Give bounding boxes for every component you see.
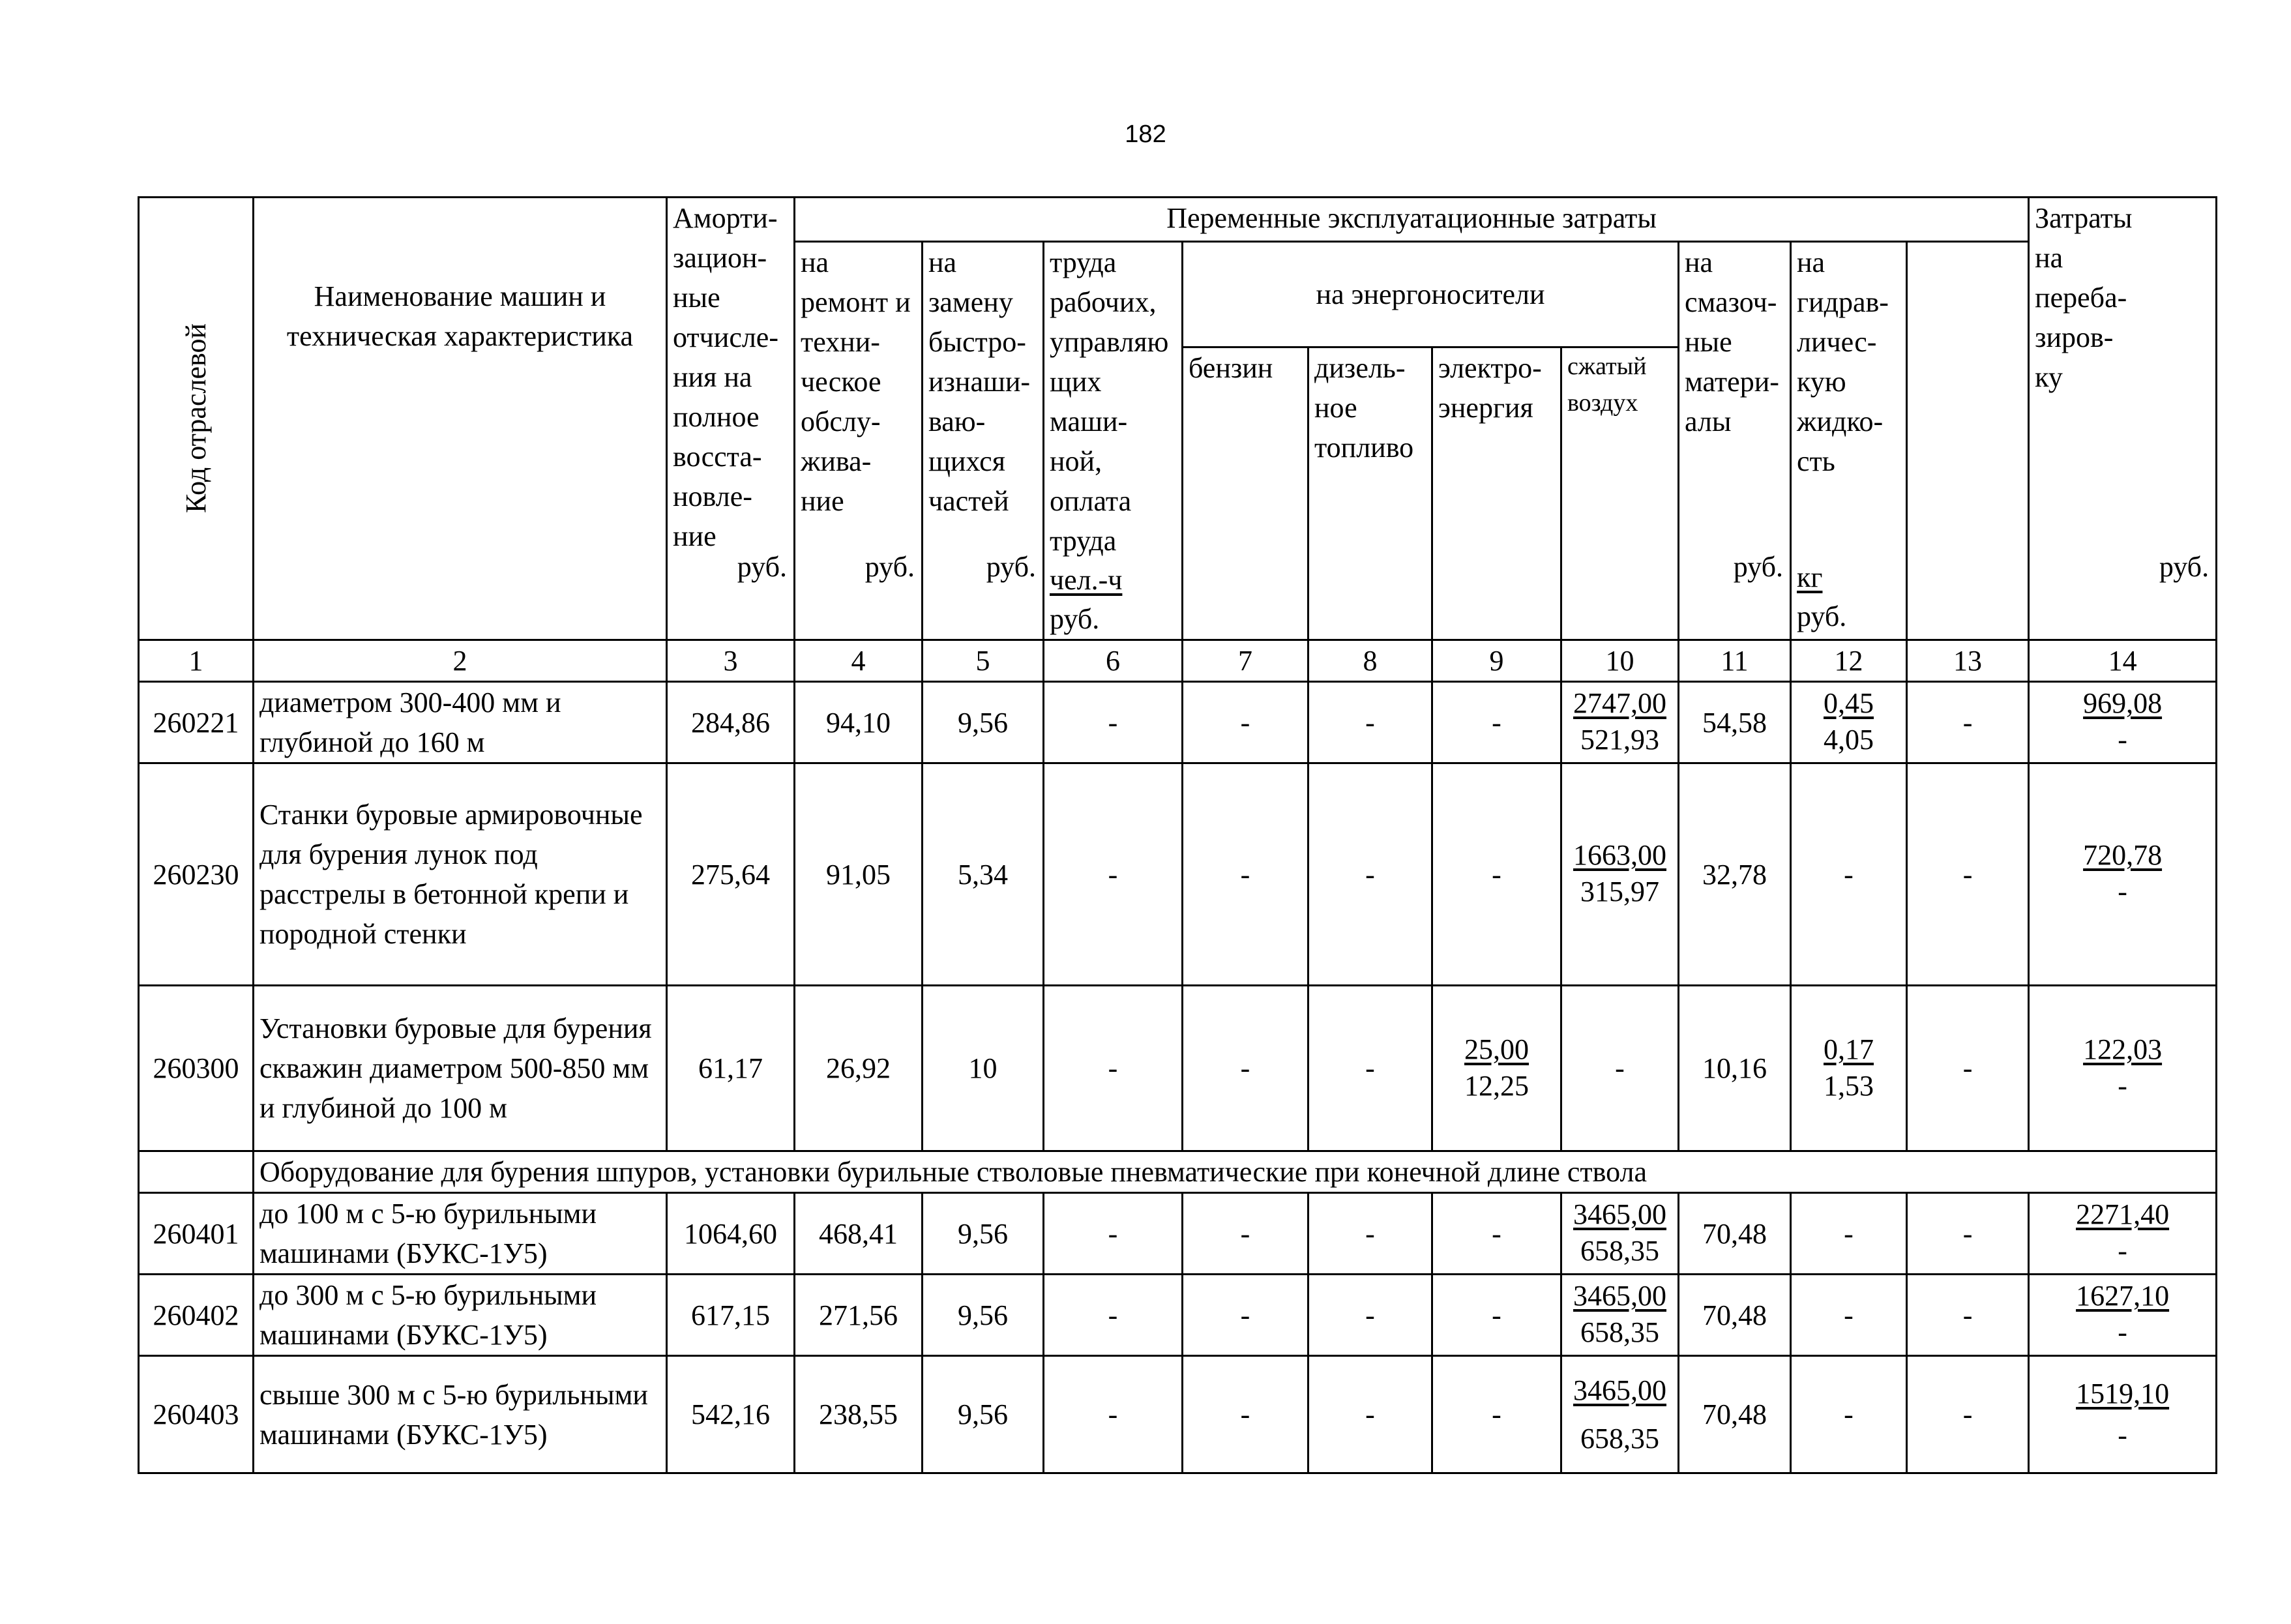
hydraulic-value: - [1791, 1275, 1907, 1356]
labor-value: - [1044, 1275, 1183, 1356]
relocation-value: - [1907, 763, 2029, 986]
parts-value: 5,34 [923, 763, 1044, 986]
parts-value: 9,56 [923, 1356, 1044, 1473]
repair-value: 91,05 [795, 763, 923, 986]
table-row [139, 1356, 2217, 1473]
column-number: 5 [923, 640, 1044, 682]
relocation-value: - [1907, 986, 2029, 1151]
header-gasoline-unit-top [1189, 639, 1238, 640]
table-row [139, 1275, 2217, 1356]
electricity-value: - [1432, 1356, 1561, 1473]
amortization-value: 284,86 [667, 682, 795, 763]
header-compressed-air-unit-top [1567, 639, 1617, 640]
section-code-cell [139, 1151, 254, 1193]
lubricants-value: 70,48 [1679, 1275, 1791, 1356]
header-code [139, 198, 254, 640]
header-electricity [1432, 347, 1561, 640]
estimate-value [2029, 986, 2217, 1151]
diesel-value: - [1308, 763, 1432, 986]
row-code: 260402 [139, 1275, 254, 1356]
diesel-value: - [1308, 1193, 1432, 1275]
compressed-air-quantity: 3465,00 [1573, 1198, 1666, 1230]
electricity-value: - [1432, 1193, 1561, 1275]
header-code-label: Код отраслевой [180, 323, 212, 514]
column-number: 7 [1183, 640, 1308, 682]
estimate-total: 969,08 [2083, 687, 2163, 719]
column-number: 11 [1679, 640, 1791, 682]
diesel-value: - [1308, 986, 1432, 1151]
row-name: Установки буровые для бурения скважин диаметром 500-850 мм и глубиной до 100 м [254, 986, 667, 1151]
estimate-labor: - [2118, 1069, 2127, 1102]
header-electricity-unit [1438, 639, 1508, 640]
compressed-air-quantity: 1663,00 [1573, 839, 1666, 871]
gasoline-value: - [1183, 1356, 1308, 1473]
lubricants-value: 54,58 [1679, 682, 1791, 763]
header-compressed-air-unit [1567, 639, 1617, 640]
estimate-total: 1627,10 [2076, 1280, 2170, 1312]
gasoline-value: - [1183, 1193, 1308, 1275]
relocation-value: - [1907, 1193, 2029, 1275]
header-diesel [1308, 347, 1432, 640]
estimate-labor: - [2118, 1419, 2127, 1451]
compressed-air-cost: 658,35 [1580, 1422, 1659, 1454]
header-lubricants-label: на смазоч- ные матери- алы [1685, 246, 1779, 437]
estimate-value [2029, 682, 2217, 763]
estimate-total: 122,03 [2083, 1033, 2163, 1065]
column-number: 1 [139, 640, 254, 682]
header-labor [1044, 242, 1183, 640]
electricity-value: - [1432, 1275, 1561, 1356]
column-numbers-row [139, 640, 2217, 682]
header-lubricants [1679, 242, 1791, 640]
labor-value: - [1044, 763, 1183, 986]
hydraulic-value [1791, 682, 1907, 763]
column-number: 6 [1044, 640, 1183, 682]
amortization-value: 275,64 [667, 763, 795, 986]
repair-value: 271,56 [795, 1275, 923, 1356]
header-amortization-unit: руб. [737, 551, 787, 583]
compressed-air-cost: 658,35 [1580, 1316, 1659, 1348]
header-repair-unit: руб. [865, 551, 915, 583]
compressed-air-quantity: 2747,00 [1573, 687, 1666, 719]
parts-value: 9,56 [923, 1275, 1044, 1356]
header-gasoline [1183, 347, 1308, 640]
section-row [139, 1151, 2217, 1193]
column-number: 14 [2029, 640, 2217, 682]
header-diesel-unit [1314, 639, 1364, 640]
header-gasoline-unit [1189, 639, 1238, 640]
repair-value: 26,92 [795, 986, 923, 1151]
amortization-value: 61,17 [667, 986, 795, 1151]
header-energy: на энергоносители [1183, 242, 1679, 347]
row-name: Станки буровые армировочные для бурения лунок под расстрелы в бетонной крепи и породной стенки [254, 763, 667, 986]
header-hydraulic-unit [1797, 558, 1846, 636]
parts-value: 9,56 [923, 682, 1044, 763]
header-relocation [2029, 198, 2217, 640]
estimate-labor: - [2118, 876, 2127, 908]
estimate-total: 2271,40 [2076, 1198, 2170, 1230]
header-relocation-unit: руб. [2159, 551, 2210, 583]
header-labor-label: труда рабочих, управляю щих маши- ной, оплата труда [1050, 246, 1169, 557]
header-compressed-air [1561, 347, 1679, 640]
parts-value: 10 [923, 986, 1044, 1151]
estimate-value [2029, 1356, 2217, 1473]
header-labor-unit-top: чел.-ч [1050, 564, 1123, 596]
header-electricity-label: электро- энергия [1438, 352, 1542, 424]
header-repair [795, 242, 923, 640]
header-amortization-label: Аморти- зацион- ные отчисле- ния на полное восста- новле- ние [673, 202, 778, 552]
header-parts [923, 242, 1044, 640]
estimate-total: 720,78 [2083, 839, 2163, 871]
amortization-value: 542,16 [667, 1356, 795, 1473]
compressed-air-value [1561, 1193, 1679, 1275]
header-compressed-air-label: сжатый воздух [1567, 353, 1647, 417]
hydraulic-cost: 4,05 [1824, 724, 1874, 756]
hydraulic-quantity: 0,17 [1824, 1033, 1874, 1065]
column-number: 12 [1791, 640, 1907, 682]
gasoline-value: - [1183, 1275, 1308, 1356]
header-repair-label: на ремонт и техни- ческое обслу- жива- ние [801, 246, 911, 517]
column-number: 8 [1308, 640, 1432, 682]
header-hydraulic-unit-bottom: руб. [1797, 600, 1847, 632]
header-variable-costs: Переменные эксплуатационные затраты [795, 198, 2029, 242]
estimate-value [2029, 1193, 2217, 1275]
estimate-value [2029, 763, 2217, 986]
estimate-labor: - [2118, 1316, 2127, 1348]
header-parts-unit: руб. [986, 551, 1036, 583]
row-code: 260221 [139, 682, 254, 763]
relocation-value: - [1907, 1275, 2029, 1356]
repair-value: 238,55 [795, 1356, 923, 1473]
lubricants-value: 70,48 [1679, 1193, 1791, 1275]
electricity-quantity: 25,00 [1464, 1033, 1529, 1065]
header-labor-unit [1050, 561, 1176, 639]
header-amortization [667, 198, 795, 640]
header-lubricants-unit: руб. [1733, 551, 1783, 583]
section-title: Оборудование для бурения шпуров, установки бурильные стволовые пневматические при конечной длине ствола [254, 1151, 2217, 1193]
compressed-air-value [1561, 1356, 1679, 1473]
electricity-value: - [1432, 763, 1561, 986]
hydraulic-quantity: 0,45 [1824, 687, 1874, 719]
diesel-value: - [1308, 1275, 1432, 1356]
compressed-air-quantity: 3465,00 [1573, 1280, 1666, 1312]
parts-value: 9,56 [923, 1193, 1044, 1275]
lubricants-value: 70,48 [1679, 1356, 1791, 1473]
header-gasoline-label: бензин [1189, 352, 1273, 385]
column-number: 2 [254, 640, 667, 682]
hydraulic-value: - [1791, 1356, 1907, 1473]
row-name: до 100 м с 5-ю бурильными машинами (БУКС-1У5) [254, 1193, 667, 1275]
column-number: 9 [1432, 640, 1561, 682]
labor-value: - [1044, 1356, 1183, 1473]
compressed-air-value [1561, 682, 1679, 763]
gasoline-value: - [1183, 682, 1308, 763]
hydraulic-value: - [1791, 763, 1907, 986]
table-row [139, 986, 2217, 1151]
column-number: 13 [1907, 640, 2029, 682]
gasoline-value: - [1183, 763, 1308, 986]
table-row [139, 763, 2217, 986]
electricity-cost: 12,25 [1464, 1069, 1529, 1102]
compressed-air-quantity: 3465,00 [1573, 1374, 1666, 1406]
electricity-value: - [1432, 682, 1561, 763]
column-number: 10 [1561, 640, 1679, 682]
header-diesel-unit-top [1314, 639, 1364, 640]
compressed-air-cost: 658,35 [1580, 1235, 1659, 1267]
row-name: диаметром 300-400 мм и глубиной до 160 м [254, 682, 667, 763]
diesel-value: - [1308, 682, 1432, 763]
header-diesel-label: дизель- ное топливо [1314, 352, 1414, 464]
row-code: 260230 [139, 763, 254, 986]
header-hydraulic [1791, 242, 1907, 640]
table-row [139, 682, 2217, 763]
lubricants-value: 10,16 [1679, 986, 1791, 1151]
estimate-total: 1519,10 [2076, 1377, 2170, 1410]
diesel-value: - [1308, 1356, 1432, 1473]
estimate-value [2029, 1275, 2217, 1356]
row-name: до 300 м с 5-ю бурильными машинами (БУКС-1У5) [254, 1275, 667, 1356]
header-name: Наименование машин и техническая характеристика [254, 198, 667, 640]
compressed-air-cost: 315,97 [1580, 876, 1659, 908]
compressed-air-value [1561, 1275, 1679, 1356]
compressed-air-value [1561, 763, 1679, 986]
row-code: 260300 [139, 986, 254, 1151]
row-code: 260401 [139, 1193, 254, 1275]
relocation-value: - [1907, 682, 2029, 763]
amortization-value: 1064,60 [667, 1193, 795, 1275]
row-code: 260403 [139, 1356, 254, 1473]
header-hydraulic-label: на гидрав- личес- кую жидко- сть [1797, 246, 1889, 477]
header-labor-unit-bottom: руб. [1050, 603, 1100, 635]
hydraulic-value: - [1791, 1193, 1907, 1275]
compressed-air-value: - [1561, 986, 1679, 1151]
repair-value: 468,41 [795, 1193, 923, 1275]
estimate-labor: - [2118, 724, 2127, 756]
column-number: 4 [795, 640, 923, 682]
electricity-value [1432, 986, 1561, 1151]
gasoline-value: - [1183, 986, 1308, 1151]
relocation-value: - [1907, 1356, 2029, 1473]
labor-value: - [1044, 986, 1183, 1151]
table-row [139, 1193, 2217, 1275]
header-relocation-label: Затраты на переба- зиров- ку [2035, 202, 2133, 393]
header-hydraulic-unit-top: кг [1797, 561, 1823, 593]
lubricants-value: 32,78 [1679, 763, 1791, 986]
cost-table [138, 196, 2217, 1474]
header-parts-label: на замену быстро- изнаши- ваю- щихся частей [928, 246, 1031, 517]
hydraulic-value [1791, 986, 1907, 1151]
column-number: 3 [667, 640, 795, 682]
compressed-air-cost: 521,93 [1580, 724, 1659, 756]
amortization-value: 617,15 [667, 1275, 795, 1356]
header-electricity-unit-top [1438, 639, 1508, 640]
page-number: 182 [1125, 121, 1166, 148]
estimate-labor: - [2118, 1235, 2127, 1267]
repair-value: 94,10 [795, 682, 923, 763]
row-name: свыше 300 м с 5-ю бурильными машинами (БУКС-1У5) [254, 1356, 667, 1473]
hydraulic-cost: 1,53 [1824, 1069, 1874, 1102]
labor-value: - [1044, 682, 1183, 763]
labor-value: - [1044, 1193, 1183, 1275]
